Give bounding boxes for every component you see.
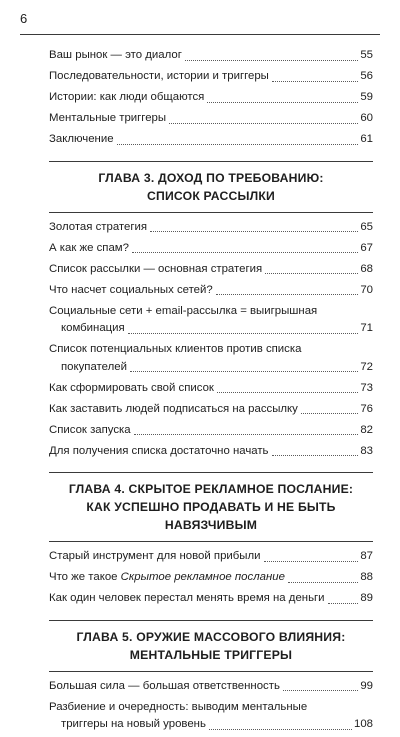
dot-leader [288,582,358,583]
toc-entry[interactable] [49,303,373,338]
toc-entry[interactable] [49,240,373,258]
toc-entry-page: 88 [360,571,373,583]
toc-entry[interactable] [49,590,373,608]
dot-leader [265,273,358,274]
toc-entry-continuation [49,359,373,377]
chapter-4-entries [49,548,373,608]
chapter-3 [49,161,373,461]
toc-entry-page: 76 [360,402,373,415]
toc-entry-title: Старый инструмент для новой прибыли [49,550,261,562]
page-number: 6 [20,11,28,26]
toc-entry-title: Ментальные триггеры [49,112,167,124]
dot-leader [283,690,358,691]
toc-entry[interactable] [49,47,373,65]
toc-entry[interactable] [49,282,373,300]
dot-leader [272,81,358,82]
chapter-heading-line: ГЛАВА 3. ДОХОД ПО ТРЕБОВАНИЮ: [98,170,324,185]
toc-entry-page: 72 [360,360,373,373]
toc-entry-title-italic: Скрытое рекламное послание [120,571,285,583]
toc-entry[interactable] [49,678,373,696]
toc-entry-title: Как один человек перестал менять время на деньги [49,592,325,604]
chapter-4 [49,472,373,608]
toc-entry-page: 60 [360,112,373,124]
chapter-heading[interactable] [49,472,373,542]
toc-entry-continuation [49,320,373,338]
toc-entry[interactable] [49,131,373,149]
toc-entry[interactable] [49,261,373,279]
toc-entry-page: 73 [360,381,373,394]
toc-entry-title: Разбиение и очередность: выводим ментальные [49,700,308,713]
chapter-5-entries [49,678,373,734]
toc-entry-title: Что же такое [49,571,121,583]
dot-leader [264,561,359,562]
intro-entries [49,47,373,149]
toc-entry[interactable] [49,422,373,440]
chapter-heading-line: МЕНТАЛЬНЫЕ ТРИГГЕРЫ [129,647,293,662]
toc-entry[interactable] [49,89,373,107]
toc-entry-page: 99 [360,679,373,692]
toc-entry-page: 83 [360,444,373,457]
chapter-heading[interactable] [49,161,373,213]
toc-entry-title: Список запуска [49,423,131,436]
toc-entry-page: 61 [360,133,373,145]
toc-entry[interactable] [49,401,373,419]
toc-entry-title: Как заставить людей подписаться на рассылку [49,402,298,415]
toc-entry[interactable] [49,341,373,376]
toc-entry-title: Список потенциальных клиентов против списка [49,343,302,355]
toc-entry-title-cont: комбинация [61,322,125,334]
chapter-heading-line: ГЛАВА 5. ОРУЖИЕ МАССОВОГО ВЛИЯНИЯ: [76,629,346,644]
toc-entry[interactable] [49,548,373,566]
table-of-contents [49,47,373,737]
toc-entry-page: 82 [360,423,373,436]
toc-entry[interactable] [49,68,373,86]
toc-entry-page: 67 [360,241,373,254]
toc-entry[interactable] [49,110,373,128]
chapter-heading-line: СПИСОК РАССЫЛКИ [147,188,275,203]
toc-entry[interactable] [49,569,373,587]
toc-entry-page: 70 [360,283,373,296]
toc-entry-title: Для получения списка достаточно начать [49,444,269,457]
toc-entry-page: 71 [360,322,373,334]
toc-entry-page: 89 [360,592,373,604]
toc-entry-page: 108 [353,718,373,730]
toc-entry[interactable] [49,219,373,237]
dot-leader [117,144,359,145]
toc-entry-page: 55 [360,49,373,61]
toc-entry[interactable] [49,380,373,398]
dot-leader [209,729,352,730]
toc-entry-page: 87 [360,550,373,562]
toc-entry-page: 65 [360,220,373,233]
dot-leader [185,60,358,61]
header-rule [20,34,380,35]
dot-leader [216,294,359,295]
chapter-heading-line: ГЛАВА 4. СКРЫТОЕ РЕКЛАМНОЕ ПОСЛАНИЕ: [68,482,354,496]
toc-entry-page: 56 [360,70,373,82]
dot-leader [150,231,358,232]
toc-entry-title: Список рассылки — основная стратегия [49,262,263,275]
chapter-heading[interactable] [49,620,373,672]
toc-entry-title-cont: покупателей [61,360,127,373]
dot-leader [301,413,358,414]
toc-entry-title-wrap [49,569,285,587]
toc-entry-title: Как сформировать свой список [49,381,214,394]
toc-entry-continuation [49,716,373,734]
toc-entry-title: Золотая стратегия [49,220,148,233]
toc-entry-title: Ваш рынок — это диалог [49,49,182,61]
dot-leader [128,333,359,334]
dot-leader [217,392,358,393]
toc-entry-title: Последовательности, истории и триггеры [49,70,269,82]
toc-entry-title: Большая сила — большая ответственность [49,679,280,692]
chapter-5 [49,620,373,734]
toc-entry-page: 59 [360,91,373,103]
dot-leader [130,371,358,372]
toc-entry-title: Что насчет социальных сетей? [49,283,213,296]
chapter-heading-line: КАК УСПЕШНО ПРОДАВАТЬ И НЕ БЫТЬ НАВЯЗЧИВЫМ [86,500,336,532]
toc-entry[interactable] [49,699,373,734]
toc-entry[interactable] [49,443,373,461]
toc-entry-title: А как же спам? [49,241,129,254]
dot-leader [132,252,358,253]
toc-entry-title: Заключение [49,133,114,145]
dot-leader [272,455,359,456]
toc-entry-title: Истории: как люди общаются [49,91,205,103]
dot-leader [328,603,359,604]
toc-entry-title: Социальные сети + email-рассылка = выигрышная [49,304,318,317]
toc-entry-title-cont: триггеры на новый уровень [61,718,206,730]
dot-leader [207,102,358,103]
chapter-3-entries [49,219,373,461]
toc-entry-page: 68 [360,262,373,275]
dot-leader [134,434,359,435]
dot-leader [169,123,358,124]
